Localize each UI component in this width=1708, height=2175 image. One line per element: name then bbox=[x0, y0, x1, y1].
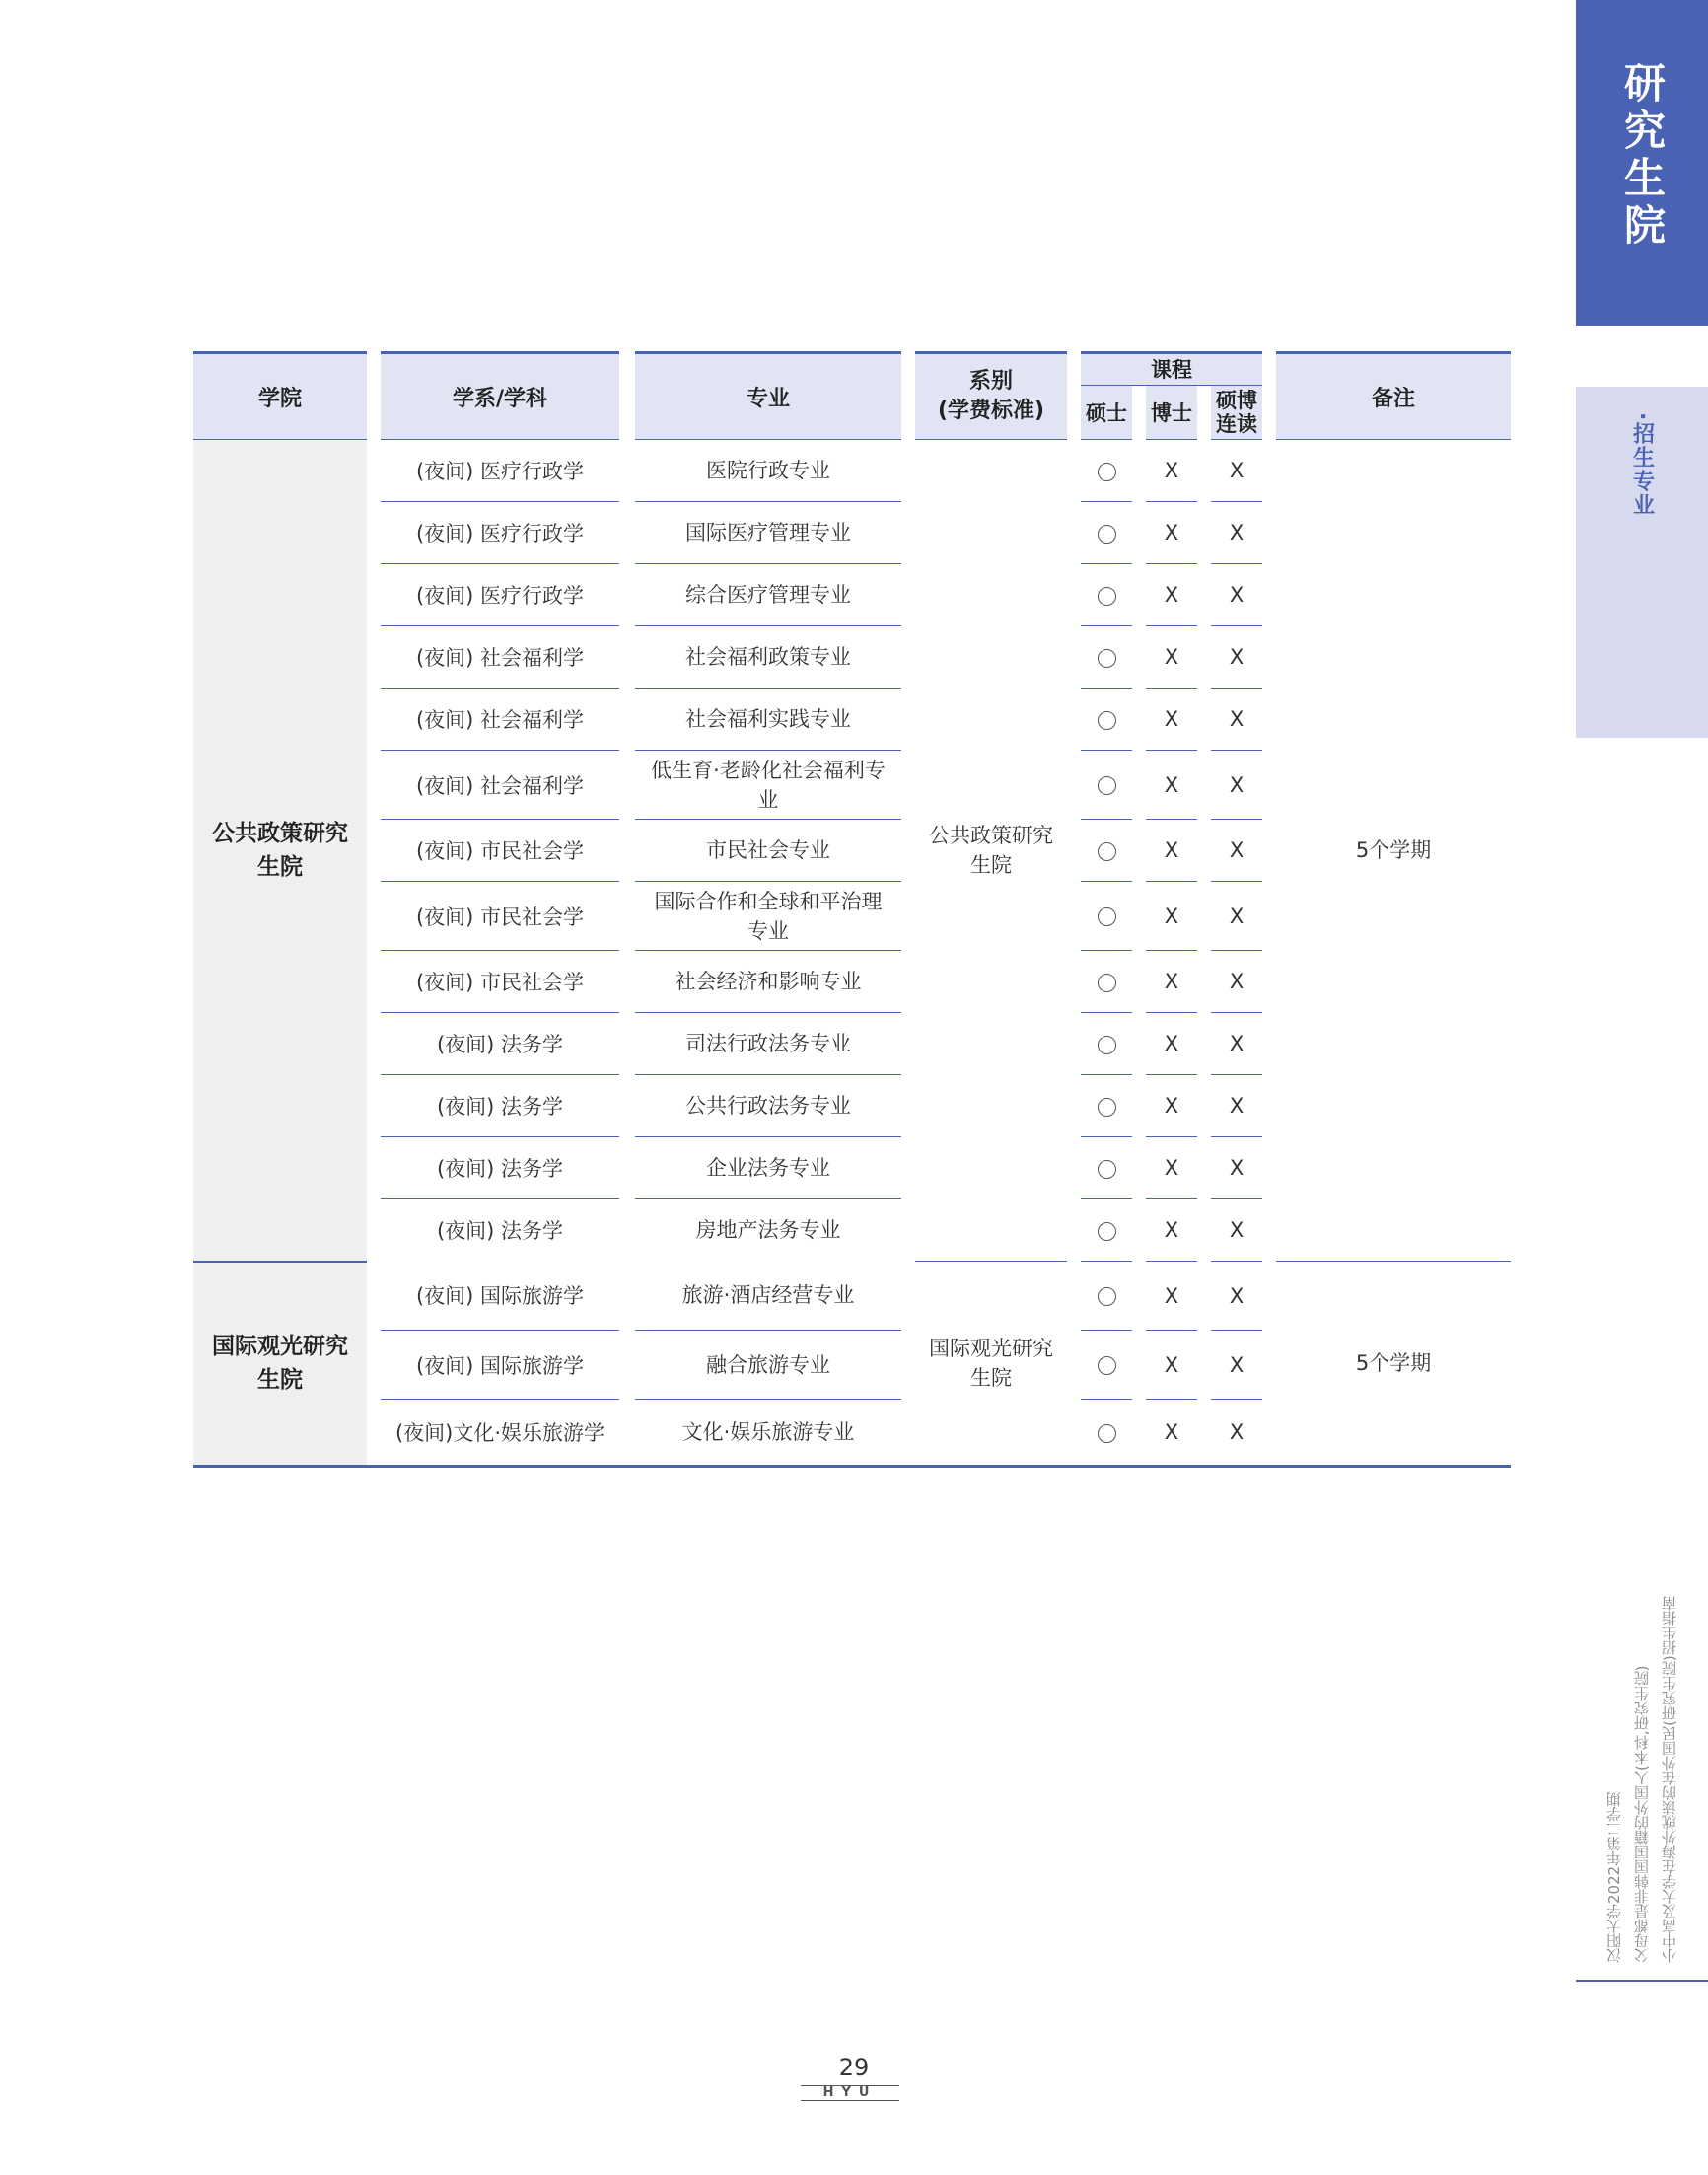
doctor-cell: X bbox=[1146, 440, 1197, 502]
available-circle-icon bbox=[1098, 1036, 1116, 1054]
column-gap bbox=[1067, 1075, 1081, 1137]
available-circle-icon bbox=[1098, 525, 1116, 544]
column-gap bbox=[619, 689, 635, 751]
major-cell bbox=[635, 440, 901, 502]
column-gap bbox=[367, 353, 381, 440]
column-gap bbox=[367, 1199, 381, 1262]
major-cell bbox=[635, 1075, 901, 1137]
department-cell: (夜间) 国际旅游学 bbox=[381, 1331, 619, 1400]
major-cell bbox=[635, 1137, 901, 1199]
column-gap bbox=[619, 1075, 635, 1137]
department-cell: (夜间) 市民社会学 bbox=[381, 882, 619, 951]
department-cell: (夜间) 市民社会学 bbox=[381, 951, 619, 1013]
column-gap bbox=[1067, 564, 1081, 626]
column-gap bbox=[367, 882, 381, 951]
department-cell: (夜间)文化·娱乐旅游学 bbox=[381, 1400, 619, 1467]
column-gap bbox=[1067, 1199, 1081, 1262]
major-cell bbox=[635, 951, 901, 1013]
table-row bbox=[193, 1262, 1511, 1331]
master-cell bbox=[1081, 1199, 1132, 1262]
doctor-cell: X bbox=[1146, 1137, 1197, 1199]
column-gap bbox=[1262, 1400, 1276, 1467]
available-circle-icon bbox=[1098, 463, 1116, 481]
column-gap bbox=[367, 626, 381, 689]
column-gap bbox=[619, 1262, 635, 1331]
college-name: 公共政策研究 生院 bbox=[193, 440, 367, 1262]
available-circle-icon bbox=[1098, 587, 1116, 606]
department-cell: (夜间) 法务学 bbox=[381, 1137, 619, 1199]
subsection-title: ·招生专业 bbox=[1629, 412, 1655, 518]
major-name: 社会福利政策专业 bbox=[685, 645, 851, 669]
column-gap bbox=[1132, 689, 1146, 751]
doctor-cell: X bbox=[1146, 951, 1197, 1013]
available-circle-icon bbox=[1098, 776, 1116, 795]
column-gap bbox=[619, 1400, 635, 1467]
column-gap bbox=[367, 1331, 381, 1400]
column-gap bbox=[1262, 882, 1276, 951]
doctor-cell: X bbox=[1146, 626, 1197, 689]
column-gap bbox=[619, 626, 635, 689]
column-gap bbox=[1197, 1262, 1211, 1331]
guide-line-1: 汉阳大学2022年第二学期 bbox=[1605, 1791, 1623, 1963]
remarks-cell: 5个学期 bbox=[1276, 1262, 1511, 1467]
side-divider bbox=[1576, 1980, 1708, 1982]
available-circle-icon bbox=[1098, 1424, 1116, 1443]
available-circle-icon bbox=[1098, 1098, 1116, 1117]
department-cell: (夜间) 法务学 bbox=[436, 1219, 564, 1244]
column-gap bbox=[1132, 564, 1146, 626]
major-name: 文化·娱乐旅游专业 bbox=[681, 1420, 855, 1444]
doctor-cell: X bbox=[1146, 1199, 1197, 1262]
column-gap bbox=[901, 1400, 915, 1467]
column-gap bbox=[619, 1199, 635, 1262]
column-gap bbox=[1197, 820, 1211, 882]
column-gap bbox=[1197, 1400, 1211, 1467]
column-gap bbox=[1067, 353, 1081, 440]
column-gap bbox=[1262, 1331, 1276, 1400]
combined-cell: X bbox=[1211, 1137, 1262, 1199]
department-cell: (夜间) 市民社会学 bbox=[381, 820, 619, 882]
available-circle-icon bbox=[1098, 1160, 1116, 1179]
brand-mark: HYU bbox=[801, 2085, 899, 2101]
master-cell bbox=[1081, 1013, 1132, 1075]
column-gap bbox=[1132, 1137, 1146, 1199]
column-gap bbox=[1197, 751, 1211, 820]
doctor-cell: X bbox=[1146, 820, 1197, 882]
column-gap bbox=[1262, 1199, 1276, 1262]
column-gap bbox=[901, 882, 915, 951]
column-gap bbox=[367, 1137, 381, 1199]
column-gap bbox=[1262, 689, 1276, 751]
column-gap bbox=[367, 1075, 381, 1137]
column-gap bbox=[1197, 1199, 1211, 1262]
department-cell: (夜间) 医疗行政学 bbox=[381, 502, 619, 564]
column-gap bbox=[1132, 385, 1146, 439]
major-name: 社会福利实践专业 bbox=[685, 707, 851, 731]
column-gap bbox=[1262, 1075, 1276, 1137]
column-gap bbox=[1132, 502, 1146, 564]
column-gap bbox=[619, 353, 635, 440]
major-cell bbox=[635, 1013, 901, 1075]
major-name: 国际合作和全球和平治理 专业 bbox=[654, 889, 883, 943]
column-gap bbox=[1132, 1262, 1146, 1331]
column-gap bbox=[901, 689, 915, 751]
column-gap bbox=[1197, 882, 1211, 951]
column-gap bbox=[1067, 689, 1081, 751]
combined-cell: X bbox=[1211, 1400, 1262, 1467]
subsection-tab[interactable] bbox=[1576, 387, 1708, 738]
major-cell bbox=[635, 820, 901, 882]
doctor-cell: X bbox=[1146, 564, 1197, 626]
column-gap bbox=[1262, 1013, 1276, 1075]
master-cell bbox=[1081, 951, 1132, 1013]
column-gap bbox=[1197, 1137, 1211, 1199]
department-cell: (夜间) 社会福利学 bbox=[381, 689, 619, 751]
column-gap bbox=[901, 626, 915, 689]
column-gap bbox=[1067, 1137, 1081, 1199]
available-circle-icon bbox=[1098, 711, 1116, 730]
column-gap bbox=[901, 1331, 915, 1400]
major-cell bbox=[635, 689, 901, 751]
header-remarks: 备注 bbox=[1276, 353, 1511, 440]
department-cell: (夜间) 医疗行政学 bbox=[381, 440, 619, 502]
column-gap bbox=[1067, 440, 1081, 502]
available-circle-icon bbox=[1098, 842, 1116, 861]
master-cell bbox=[1081, 820, 1132, 882]
column-gap bbox=[901, 502, 915, 564]
combined-cell: X bbox=[1211, 502, 1262, 564]
column-gap bbox=[1197, 951, 1211, 1013]
guide-line-2: 父母都是非韩国国籍的外国人(本科,研究生院) bbox=[1633, 1665, 1651, 1963]
major-name: 国际医疗管理专业 bbox=[685, 521, 851, 544]
column-gap bbox=[901, 820, 915, 882]
major-name: 市民社会专业 bbox=[706, 838, 830, 862]
major-cell bbox=[635, 751, 901, 820]
column-gap bbox=[1132, 820, 1146, 882]
header-department: 学系/学科 bbox=[381, 353, 619, 440]
combined-cell: X bbox=[1211, 1199, 1262, 1262]
series-cell: 国际观光研究 生院 bbox=[915, 1262, 1067, 1467]
combined-cell: X bbox=[1211, 1075, 1262, 1137]
column-gap bbox=[1132, 1199, 1146, 1262]
master-cell bbox=[1081, 1400, 1132, 1467]
available-circle-icon bbox=[1098, 1222, 1116, 1241]
column-gap bbox=[1067, 1262, 1081, 1331]
column-gap bbox=[367, 564, 381, 626]
column-gap bbox=[901, 440, 915, 502]
column-gap bbox=[1132, 440, 1146, 502]
column-gap bbox=[901, 564, 915, 626]
combined-cell: X bbox=[1211, 1331, 1262, 1400]
column-gap bbox=[1132, 1400, 1146, 1467]
column-gap bbox=[1262, 1137, 1276, 1199]
column-gap bbox=[901, 1262, 915, 1331]
column-gap bbox=[619, 751, 635, 820]
column-gap bbox=[1132, 1013, 1146, 1075]
major-cell bbox=[635, 502, 901, 564]
remarks-cell: 5个学期 bbox=[1276, 440, 1511, 1262]
column-gap bbox=[367, 1262, 381, 1331]
column-gap bbox=[1197, 1013, 1211, 1075]
column-gap bbox=[1132, 882, 1146, 951]
doctor-cell: X bbox=[1146, 882, 1197, 951]
header-doctor: 博士 bbox=[1146, 385, 1197, 439]
header-series: 系别 (学费标准) bbox=[915, 353, 1067, 440]
major-name: 司法行政法务专业 bbox=[685, 1032, 851, 1055]
column-gap bbox=[1132, 751, 1146, 820]
department-cell: (夜间) 医疗行政学 bbox=[381, 564, 619, 626]
major-cell bbox=[635, 626, 901, 689]
header-college: 学院 bbox=[193, 353, 367, 440]
page-number: 29 bbox=[838, 2054, 870, 2081]
table-body bbox=[193, 440, 1511, 1467]
column-gap bbox=[367, 751, 381, 820]
department-cell: (夜间) 国际旅游学 bbox=[381, 1262, 619, 1331]
column-gap bbox=[619, 502, 635, 564]
column-gap bbox=[1262, 440, 1276, 502]
college-name: 国际观光研究 生院 bbox=[193, 1262, 367, 1467]
master-cell bbox=[1081, 1075, 1132, 1137]
doctor-cell: X bbox=[1146, 502, 1197, 564]
column-gap bbox=[901, 1075, 915, 1137]
major-name: 公共行政法务专业 bbox=[685, 1094, 851, 1118]
column-gap bbox=[1262, 820, 1276, 882]
column-gap bbox=[1262, 1262, 1276, 1331]
major-name: 综合医疗管理专业 bbox=[685, 583, 851, 607]
column-gap bbox=[1197, 626, 1211, 689]
combined-cell: X bbox=[1211, 820, 1262, 882]
column-gap bbox=[367, 689, 381, 751]
column-gap bbox=[1067, 820, 1081, 882]
master-cell bbox=[1081, 751, 1132, 820]
doctor-cell: X bbox=[1146, 689, 1197, 751]
column-gap bbox=[367, 440, 381, 502]
combined-cell: X bbox=[1211, 626, 1262, 689]
column-gap bbox=[1132, 1075, 1146, 1137]
master-cell bbox=[1081, 564, 1132, 626]
header-master: 硕士 bbox=[1081, 385, 1132, 439]
available-circle-icon bbox=[1098, 649, 1116, 668]
column-gap bbox=[1262, 951, 1276, 1013]
column-gap bbox=[1067, 1013, 1081, 1075]
column-gap bbox=[1067, 1331, 1081, 1400]
column-gap bbox=[367, 1400, 381, 1467]
column-gap bbox=[619, 564, 635, 626]
combined-cell: X bbox=[1211, 689, 1262, 751]
column-gap bbox=[1197, 502, 1211, 564]
column-gap bbox=[367, 820, 381, 882]
column-gap bbox=[367, 502, 381, 564]
column-gap bbox=[1067, 751, 1081, 820]
column-gap bbox=[619, 882, 635, 951]
master-cell bbox=[1081, 502, 1132, 564]
column-gap bbox=[1197, 385, 1211, 439]
department-cell: (夜间) 社会福利学 bbox=[381, 626, 619, 689]
combined-cell: X bbox=[1211, 1262, 1262, 1331]
major-cell bbox=[635, 564, 901, 626]
table-header bbox=[193, 353, 1511, 440]
major-cell bbox=[635, 1199, 901, 1262]
doctor-cell: X bbox=[1146, 1075, 1197, 1137]
column-gap bbox=[1067, 882, 1081, 951]
combined-cell: X bbox=[1211, 564, 1262, 626]
department-cell: (夜间) 社会福利学 bbox=[381, 751, 619, 820]
column-gap bbox=[901, 353, 915, 440]
column-gap bbox=[901, 951, 915, 1013]
column-gap bbox=[619, 820, 635, 882]
column-gap bbox=[1262, 751, 1276, 820]
column-gap bbox=[1132, 1331, 1146, 1400]
combined-cell: X bbox=[1211, 751, 1262, 820]
header-combined: 硕博 连读 bbox=[1211, 385, 1262, 439]
majors-table bbox=[193, 351, 1511, 1468]
column-gap bbox=[901, 1199, 915, 1262]
header-course: 课程 bbox=[1081, 353, 1262, 386]
major-cell bbox=[635, 1262, 901, 1331]
guide-line-3: 小中高及大学在海外就读的在外国民(研究生院)招生指南 bbox=[1661, 1596, 1678, 1963]
master-cell bbox=[1081, 626, 1132, 689]
doctor-cell: X bbox=[1146, 1013, 1197, 1075]
major-cell bbox=[635, 882, 901, 951]
header-major: 专业 bbox=[635, 353, 901, 440]
master-cell bbox=[1081, 1331, 1132, 1400]
column-gap bbox=[1197, 440, 1211, 502]
column-gap bbox=[901, 1013, 915, 1075]
column-gap bbox=[1197, 1075, 1211, 1137]
column-gap bbox=[901, 751, 915, 820]
column-gap bbox=[1067, 626, 1081, 689]
combined-cell: X bbox=[1211, 951, 1262, 1013]
column-gap bbox=[1197, 1331, 1211, 1400]
combined-cell: X bbox=[1211, 440, 1262, 502]
column-gap bbox=[367, 951, 381, 1013]
major-name: 旅游·酒店经营专业 bbox=[681, 1283, 855, 1308]
available-circle-icon bbox=[1098, 1356, 1116, 1375]
column-gap bbox=[1132, 951, 1146, 1013]
column-gap bbox=[1067, 951, 1081, 1013]
doctor-cell: X bbox=[1146, 1262, 1197, 1331]
column-gap bbox=[1132, 626, 1146, 689]
master-cell bbox=[1081, 1262, 1132, 1331]
major-name: 企业法务专业 bbox=[706, 1156, 830, 1180]
master-cell bbox=[1081, 1137, 1132, 1199]
major-name: 融合旅游专业 bbox=[706, 1352, 830, 1377]
series-cell: 公共政策研究 生院 bbox=[915, 440, 1067, 1262]
available-circle-icon bbox=[1098, 974, 1116, 992]
column-gap bbox=[1067, 502, 1081, 564]
section-tab[interactable] bbox=[1576, 0, 1708, 326]
department-cell: (夜间) 法务学 bbox=[381, 1013, 619, 1075]
section-title: 研究生院 bbox=[1618, 61, 1667, 251]
column-gap bbox=[619, 1013, 635, 1075]
column-gap bbox=[1262, 502, 1276, 564]
column-gap bbox=[619, 1137, 635, 1199]
column-gap bbox=[619, 1331, 635, 1400]
column-gap bbox=[619, 440, 635, 502]
master-cell bbox=[1081, 440, 1132, 502]
column-gap bbox=[1262, 626, 1276, 689]
column-gap bbox=[619, 951, 635, 1013]
combined-cell: X bbox=[1211, 1013, 1262, 1075]
major-cell bbox=[635, 1400, 901, 1467]
major-cell bbox=[635, 1331, 901, 1400]
available-circle-icon bbox=[1098, 1287, 1116, 1306]
table-row bbox=[193, 440, 1511, 502]
column-gap bbox=[1262, 564, 1276, 626]
major-name: 社会经济和影响专业 bbox=[675, 970, 862, 993]
column-gap bbox=[367, 1013, 381, 1075]
combined-cell: X bbox=[1211, 882, 1262, 951]
column-gap bbox=[1067, 1400, 1081, 1467]
major-name: 医院行政专业 bbox=[706, 459, 830, 482]
admission-guide-note bbox=[1576, 1549, 1708, 1963]
major-name: 低生育·老龄化社会福利专 业 bbox=[651, 758, 886, 812]
major-name: 房地产法务专业 bbox=[695, 1218, 841, 1243]
doctor-cell: X bbox=[1146, 751, 1197, 820]
column-gap bbox=[1262, 353, 1276, 440]
column-gap bbox=[901, 1137, 915, 1199]
doctor-cell: X bbox=[1146, 1331, 1197, 1400]
master-cell bbox=[1081, 882, 1132, 951]
department-cell: (夜间) 法务学 bbox=[381, 1075, 619, 1137]
column-gap bbox=[1197, 564, 1211, 626]
doctor-cell: X bbox=[1146, 1400, 1197, 1467]
available-circle-icon bbox=[1098, 907, 1116, 926]
master-cell bbox=[1081, 689, 1132, 751]
column-gap bbox=[1197, 689, 1211, 751]
